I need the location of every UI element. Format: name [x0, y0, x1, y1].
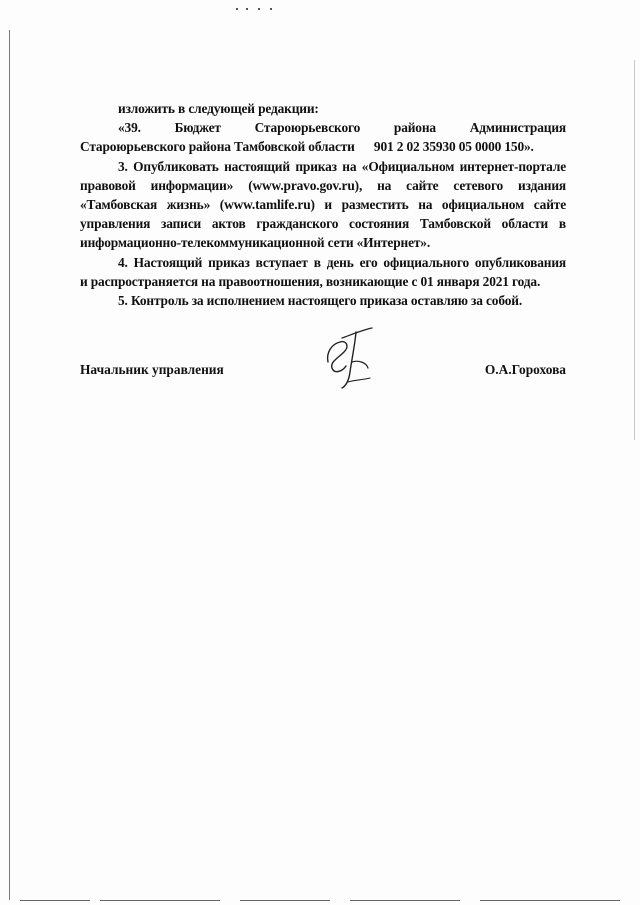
paragraph-3-line-5: информационно-телекоммуникационной сети «Интернет».: [80, 235, 431, 251]
item-39-word: Староюрьевского: [254, 120, 361, 136]
item-39-word: Администрация: [469, 120, 566, 136]
scan-bottom-edge: [0, 897, 640, 905]
paragraph-3-line-4: управления записи актов гражданского состояния Тамбовской области в: [80, 216, 566, 232]
item-39-line-1: [80, 118, 566, 137]
scan-edge-left: [9, 30, 10, 900]
item-39-word: района: [393, 120, 436, 136]
paragraph-3-line-3: «Тамбовская жизнь» (www.tamlife.ru) и разместить на официальном сайте: [80, 196, 566, 212]
paragraph-4-line-2: и распространяется на правоотношения, возникающие с 01 января 2021 года.: [80, 273, 541, 289]
handwritten-signature-icon: [322, 322, 382, 390]
scan-artifact-dots: [236, 8, 276, 12]
document-body: [80, 99, 566, 310]
position-title: Начальник управления: [80, 362, 224, 377]
item-39-number: «39.: [118, 120, 141, 136]
paragraph-4-line-1: 4. Настоящий приказ вступает в день его официального опубликования: [118, 254, 566, 270]
paragraph-3-line-2: правовой информации» (www.pravo.gov.ru), на сайте сетевого издания: [80, 177, 566, 193]
signer-name: О.А.Горохова: [484, 362, 566, 377]
item-39-word: Бюджет: [174, 120, 221, 136]
paragraph-5: 5. Контроль за исполнением настоящего приказа оставляю за собой.: [118, 292, 523, 308]
paragraph-3-line-1: 3. Опубликовать настоящий приказ на «Официальном интернет-портале: [118, 158, 566, 174]
scan-edge-right: [634, 60, 635, 440]
paragraph-intro: изложить в следующей редакции:: [118, 101, 319, 116]
item-39-line-2: Староюрьевского района Тамбовской области 901 2 02 35930 05 0000 150».: [80, 139, 534, 155]
